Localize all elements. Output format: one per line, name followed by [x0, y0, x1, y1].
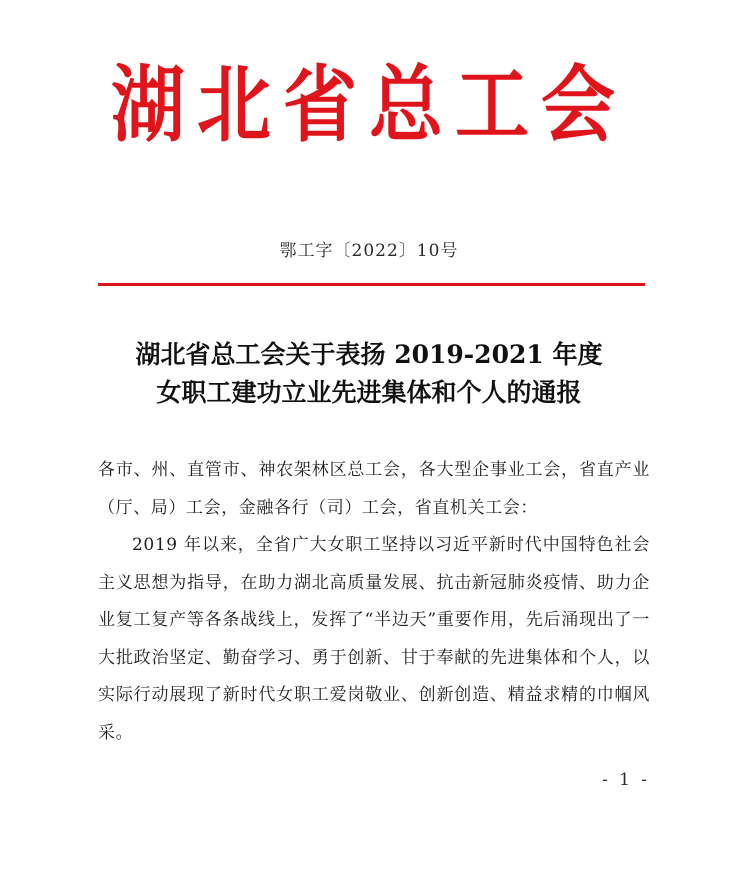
document-body	[98, 452, 650, 752]
title-line-1: 湖北省总工会关于表扬 2019-2021 年度	[135, 340, 603, 369]
document-number: 鄂工字〔2022〕10号	[279, 241, 459, 261]
document-title	[60, 336, 678, 412]
red-divider-line	[98, 283, 645, 286]
page-number: - 1 -	[601, 770, 651, 790]
title-line-2: 女职工建功立业先进集体和个人的通报	[156, 378, 582, 407]
body-paragraph-1: 2019 年以来，全省广大女职工坚持以习近平新时代中国特色社会主义思想为指导，在助力湖北高质量发展、抗击新冠肺炎疫情、助力企业复工复产等各条战线上，发挥了“半边天”重要作用，先后涌现出了一大批政治坚定、勤奋学习、勇于创新、甘于奉献的先进集体和个人，以实际行动展现了新时代女职工爱岗敬业、创新创造、精益求精的巾帼风采。	[98, 535, 650, 743]
recipients-paragraph: 各市、州、直管市、神农架林区总工会，各大型企事业工会，省直产业（厅、局）工会，金融各行（司）工会，省直机关工会：	[98, 460, 650, 518]
issuer-masthead: 湖北省总工会	[111, 57, 627, 154]
